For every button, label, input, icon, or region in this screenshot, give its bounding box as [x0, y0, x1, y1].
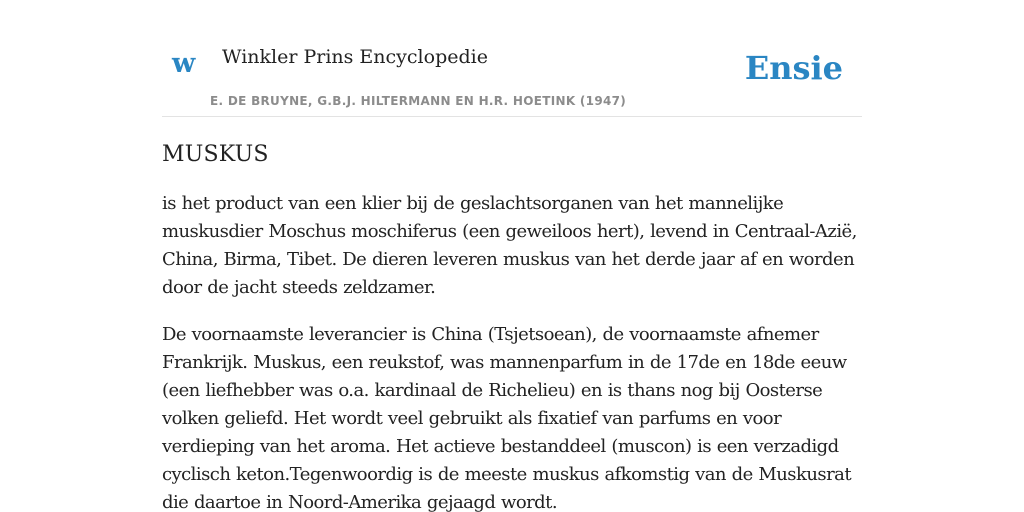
source-authors: E. DE BRUYNE, G.B.J. HILTERMANN EN H.R. HOETINK (1947) [210, 94, 627, 108]
article-title: MUSKUS [162, 142, 269, 167]
source-title[interactable]: Winkler Prins Encyclopedie [222, 46, 488, 68]
article-paragraph: is het product van een klier bij de geslachtsorganen van het mannelijke muskusdier Moschus moschiferus (een geweiloos hert), levend in Centraal-Azië, China, Birma, Tibet. De dieren leveren muskus van het derde jaar af en worden door de jacht steeds zeldzamer. [162, 193, 857, 298]
winkler-prins-logo[interactable]: w [172, 48, 196, 79]
article [162, 140, 862, 512]
site-header [162, 0, 862, 117]
ensie-brand-logo[interactable]: Ensie [744, 49, 843, 87]
article-paragraph: De voornaamste leverancier is China (Tsjetsoean), de voornaamste afnemer Frankrijk. Muskus, een reukstof, was mannenparfum in de 17de en 18de eeuw (een liefhebber was o.a. kardinaal de Richelieu) en is thans nog bij Oosterse volken geliefd. Het wordt veel gebruikt als fixatief van parfums en voor verdieping van het aroma. Het actieve bestanddeel (muscon) is een verzadigd cyclisch keton.Tegenwoordig is de meeste muskus afkomstig van de Muskusrat die daartoe in Noord-Amerika gejaagd wordt. [162, 324, 852, 512]
